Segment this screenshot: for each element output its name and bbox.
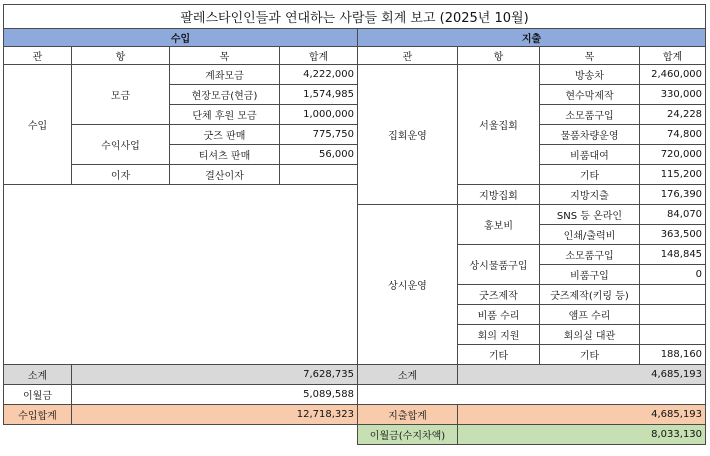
expense-total-label: 지출합계 [358, 405, 458, 425]
expense-hang-supplies: 상시물품구입 [458, 245, 540, 285]
expense-amount: 24,228 [640, 105, 706, 125]
income-empty-area [4, 185, 358, 365]
balance-spacer [4, 425, 358, 445]
expense-mok: 기타 [540, 165, 640, 185]
expense-mok: 인쇄/출력비 [540, 225, 640, 245]
expense-mok: 지방지출 [540, 185, 640, 205]
income-hang-business: 수익사업 [72, 125, 170, 165]
expense-carryover-blank [358, 385, 706, 405]
income-header-mok: 목 [170, 47, 280, 65]
income-hang-donation: 모금 [72, 65, 170, 125]
accounting-report-table [3, 4, 706, 445]
expense-gwan-regular: 상시운영 [358, 205, 458, 365]
expense-mok: 앰프 수리 [540, 305, 640, 325]
balance-value: 8,033,130 [458, 425, 706, 445]
expense-mok: 방송차 [540, 65, 640, 85]
expense-mok: SNS 등 온라인 [540, 205, 640, 225]
income-total-value: 12,718,323 [72, 405, 358, 425]
expense-mok: 기타 [540, 345, 640, 365]
expense-hang-seoul: 서울집회 [458, 65, 540, 185]
expense-mok: 현수막제작 [540, 85, 640, 105]
balance-label: 이월금(수지차액) [358, 425, 458, 445]
expense-amount: 330,000 [640, 85, 706, 105]
expense-mok: 비품대여 [540, 145, 640, 165]
expense-gwan-rally: 집회운영 [358, 65, 458, 205]
expense-amount: 2,460,000 [640, 65, 706, 85]
income-subtotal-label: 소계 [4, 365, 72, 385]
report-title: 팔레스타인인들과 연대하는 사람들 회계 보고 (2025년 10월) [4, 5, 706, 29]
expense-amount: 84,070 [640, 205, 706, 225]
expense-hang-local: 지방집회 [458, 185, 540, 205]
expense-hang-goods: 굿즈제작 [458, 285, 540, 305]
expense-amount: 188,160 [640, 345, 706, 365]
expense-header-total: 합계 [640, 47, 706, 65]
expense-total-value: 4,685,193 [458, 405, 706, 425]
expense-mok: 굿즈제작(키링 등) [540, 285, 640, 305]
expense-section-header: 지출 [358, 29, 706, 47]
income-total-label: 수입합계 [4, 405, 72, 425]
expense-hang-promo: 홍보비 [458, 205, 540, 245]
income-mok: 현장모금(현금) [170, 85, 280, 105]
expense-hang-repair: 비품 수리 [458, 305, 540, 325]
income-amount: 775,750 [280, 125, 358, 145]
income-carryover-value: 5,089,588 [72, 385, 358, 405]
expense-hang-etc: 기타 [458, 345, 540, 365]
income-amount: 4,222,000 [280, 65, 358, 85]
income-subtotal-value: 7,628,735 [72, 365, 358, 385]
income-amount: 56,000 [280, 145, 358, 165]
expense-amount: 720,000 [640, 145, 706, 165]
expense-amount [640, 325, 706, 345]
income-amount: 1,000,000 [280, 105, 358, 125]
expense-amount: 0 [640, 265, 706, 285]
income-gwan-cell: 수입 [4, 65, 72, 185]
expense-amount: 148,845 [640, 245, 706, 265]
income-header-hang: 항 [72, 47, 170, 65]
income-amount: 1,574,985 [280, 85, 358, 105]
expense-amount: 363,500 [640, 225, 706, 245]
expense-header-mok: 목 [540, 47, 640, 65]
expense-mok: 비품구입 [540, 265, 640, 285]
income-amount [280, 165, 358, 185]
income-mok: 굿즈 판매 [170, 125, 280, 145]
income-section-header: 수입 [4, 29, 358, 47]
expense-hang-venue: 회의 지원 [458, 325, 540, 345]
expense-mok: 소모품구입 [540, 105, 640, 125]
income-carryover-label: 이월금 [4, 385, 72, 405]
income-header-total: 합계 [280, 47, 358, 65]
income-header-gwan: 관 [4, 47, 72, 65]
expense-amount: 74,800 [640, 125, 706, 145]
expense-amount [640, 285, 706, 305]
income-mok: 티셔츠 판매 [170, 145, 280, 165]
income-mok: 계좌모금 [170, 65, 280, 85]
expense-subtotal-label: 소계 [358, 365, 458, 385]
expense-header-hang: 항 [458, 47, 540, 65]
expense-header-gwan: 관 [358, 47, 458, 65]
income-mok: 단체 후원 모금 [170, 105, 280, 125]
expense-amount: 115,200 [640, 165, 706, 185]
expense-mok: 소모품구입 [540, 245, 640, 265]
income-hang-interest: 이자 [72, 165, 170, 185]
expense-mok: 회의실 대관 [540, 325, 640, 345]
income-mok: 결산이자 [170, 165, 280, 185]
expense-amount [640, 305, 706, 325]
expense-mok: 물품차량운영 [540, 125, 640, 145]
expense-subtotal-value: 4,685,193 [458, 365, 706, 385]
expense-amount: 176,390 [640, 185, 706, 205]
